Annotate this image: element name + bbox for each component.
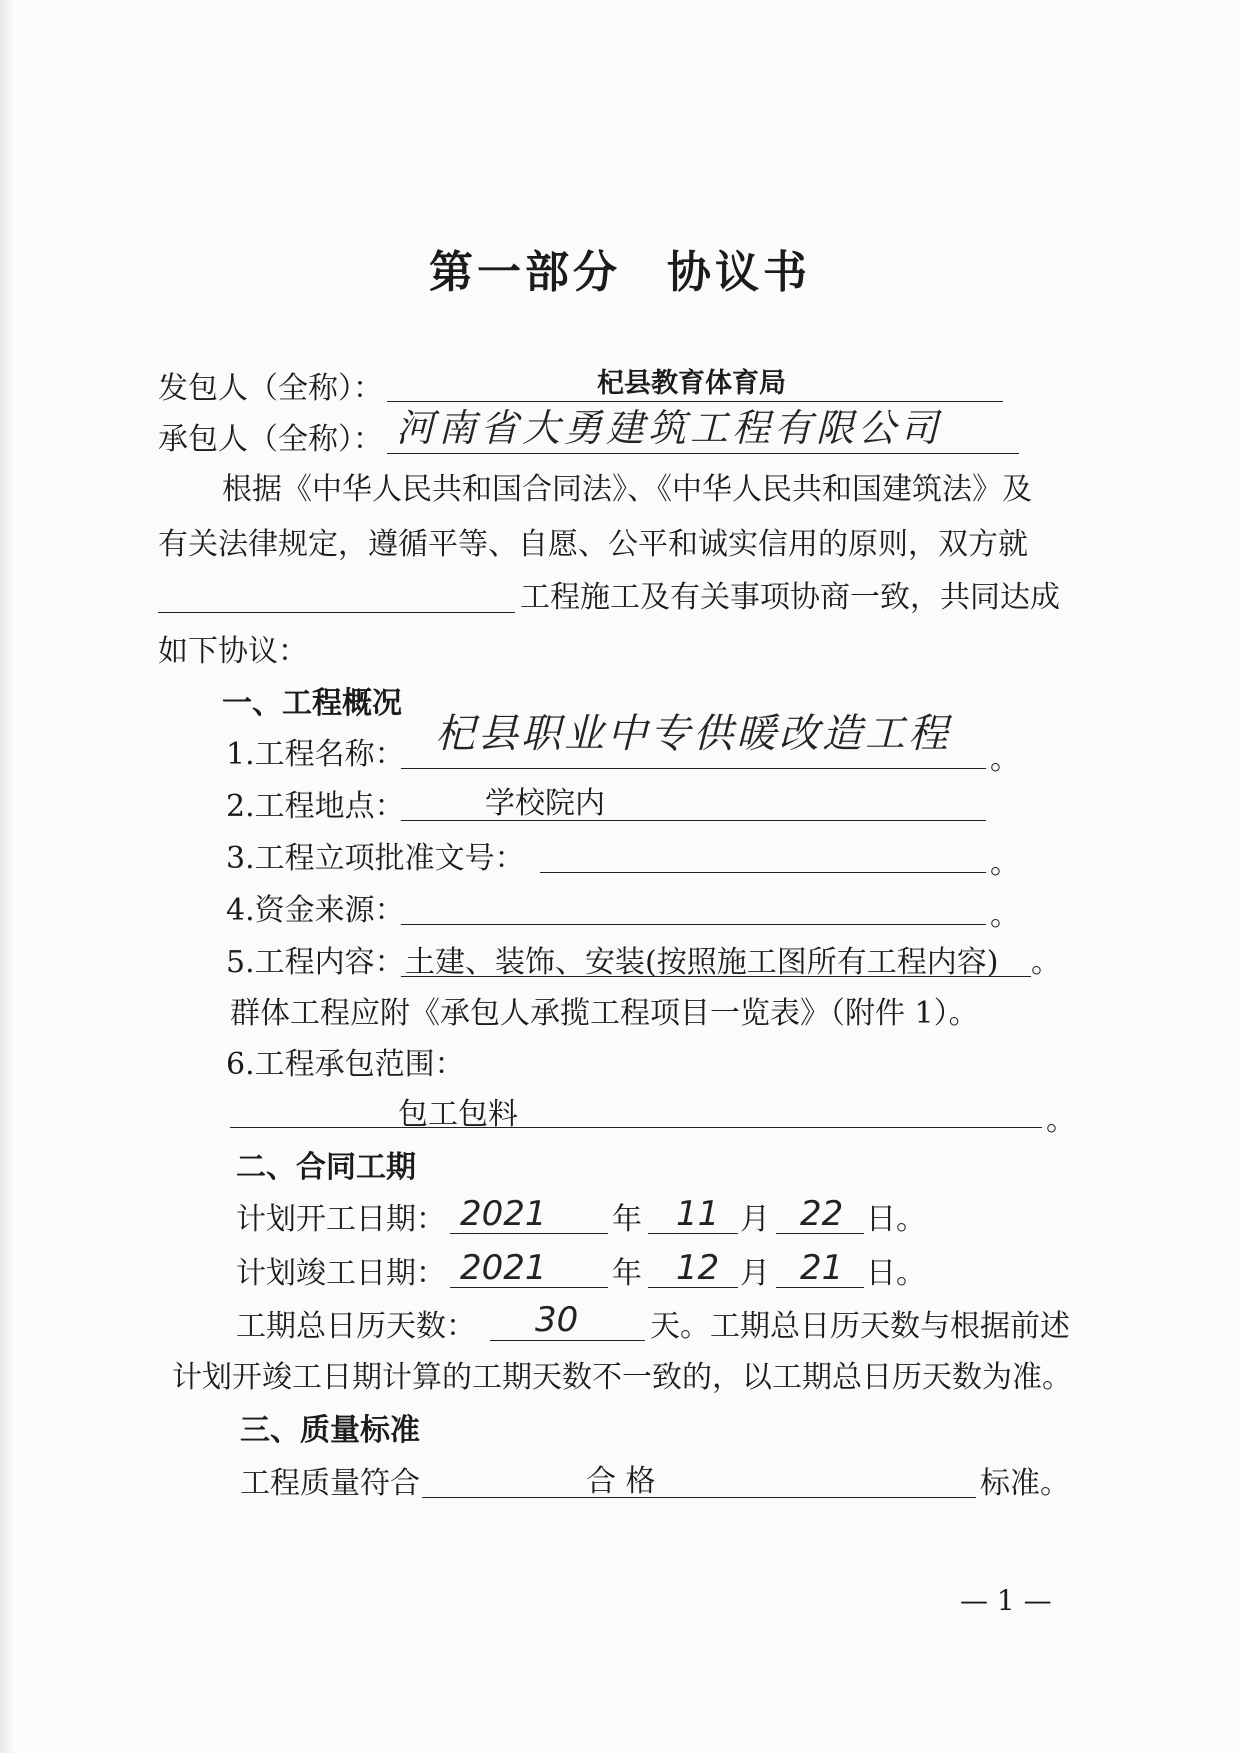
contractor-value: 河南省大勇建筑工程有限公司 [396, 406, 943, 450]
preamble-line-1: 根据《中华人民共和国合同法》、《中华人民共和国建筑法》及 [222, 472, 1032, 507]
end-month-unit: 月 [740, 1256, 770, 1291]
project-site-label: 2.工程地点： [226, 789, 405, 824]
project-blank-underline [158, 612, 515, 613]
period-4: 。 [990, 898, 1020, 933]
employer-value: 杞县教育体育局 [597, 368, 786, 399]
start-year-unit: 年 [612, 1202, 642, 1237]
total-days-value: 30 [535, 1300, 579, 1340]
total-days-suffix: 天。工期总日历天数与根据前述 [650, 1309, 1070, 1344]
quality-prefix: 工程质量符合 [240, 1466, 420, 1501]
start-day-unit: 日。 [866, 1202, 926, 1237]
end-date-label: 计划竣工日期： [236, 1256, 446, 1291]
title-name: 协议书 [667, 247, 811, 298]
scope-value: 包工包料 [398, 1097, 518, 1132]
period-3: 。 [990, 846, 1020, 881]
project-content-label: 5.工程内容： [226, 945, 405, 980]
start-year-value: 2021 [460, 1194, 547, 1234]
total-days-line-2: 计划开竣工日期计算的工期天数不一致的，以工期总日历天数为准。 [172, 1360, 1072, 1395]
section-3-heading: 三、质量标准 [240, 1413, 420, 1448]
scope-underline [230, 1127, 1042, 1128]
start-date-label: 计划开工日期： [236, 1202, 446, 1237]
start-day-value: 22 [800, 1194, 844, 1234]
fund-source-label: 4.资金来源： [226, 893, 405, 928]
end-day-unit: 日。 [866, 1256, 926, 1291]
period-6: 。 [1046, 1103, 1076, 1138]
approval-number-underline [540, 872, 986, 873]
preamble-line-3: 工程施工及有关事项协商一致，共同达成 [520, 580, 1060, 615]
employer-label: 发包人（全称）： [158, 371, 383, 406]
quality-suffix: 标准。 [980, 1466, 1070, 1501]
project-site-value: 学校院内 [485, 786, 605, 821]
section-1-heading: 一、工程概况 [222, 686, 402, 721]
end-year-unit: 年 [612, 1256, 642, 1291]
project-content-end: 。 [1031, 945, 1061, 980]
section-2-heading: 二、合同工期 [236, 1150, 416, 1185]
quality-value: 合 格 [586, 1464, 656, 1499]
start-month-unit: 月 [740, 1202, 770, 1237]
contractor-underline [387, 453, 1019, 454]
total-days-underline [490, 1340, 645, 1341]
period-1: 。 [990, 742, 1020, 777]
group-project-note: 群体工程应附《承包人承揽工程项目一览表》（附件 1）。 [230, 996, 979, 1031]
approval-number-label: 3.工程立项批准文号： [226, 841, 525, 876]
page-title [0, 236, 1240, 300]
project-name-label: 1.工程名称： [226, 737, 405, 772]
preamble-line-2: 有关法律规定，遵循平等、自愿、公平和诚实信用的原则，双方就 [158, 527, 1028, 562]
title-part: 第一部分 [429, 247, 621, 298]
contractor-label: 承包人（全称）： [158, 422, 383, 457]
quality-underline [422, 1497, 976, 1498]
preamble-line-4: 如下协议： [158, 634, 308, 669]
end-year-value: 2021 [460, 1248, 547, 1288]
scope-label: 6.工程承包范围： [226, 1047, 465, 1082]
page-number: — 1 — [960, 1584, 1052, 1617]
end-day-value: 21 [800, 1248, 844, 1288]
start-month-value: 11 [676, 1194, 720, 1234]
end-month-value: 12 [676, 1248, 720, 1288]
project-name-underline [401, 768, 986, 769]
project-name-value: 杞县职业中专供暖改造工程 [435, 711, 951, 757]
total-days-label: 工期总日历天数： [236, 1309, 476, 1344]
fund-source-underline [401, 924, 986, 925]
project-content-value: 土建、装饰、安装(按照施工图所有工程内容) [405, 945, 999, 980]
